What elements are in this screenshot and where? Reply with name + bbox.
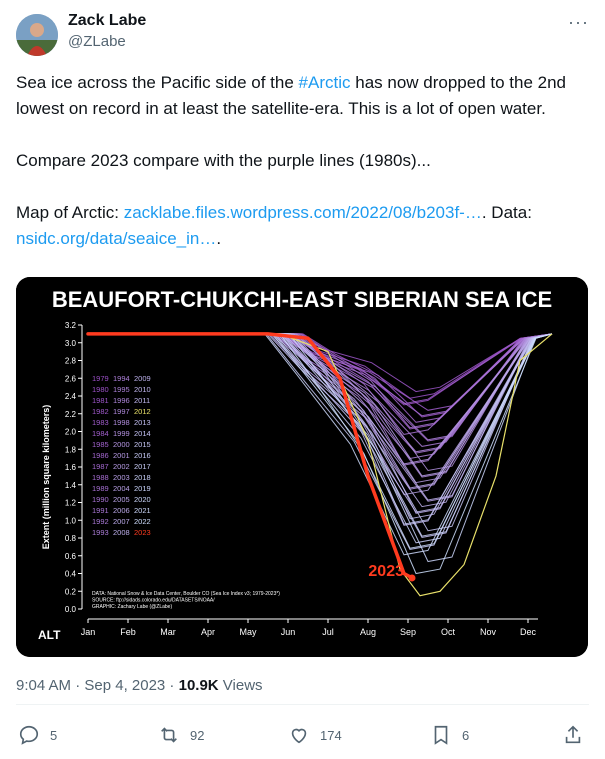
repost-icon xyxy=(158,724,180,746)
legend-entry-1985: 1985 xyxy=(92,440,109,449)
legend-entry-2009: 2009 xyxy=(134,374,151,383)
legend-entry-2006: 2006 xyxy=(113,506,130,515)
x-tick-label: May xyxy=(239,627,257,637)
legend-entry-2019: 2019 xyxy=(134,484,151,493)
source-line: GRAPHIC: Zachary Labe (@ZLabe) xyxy=(92,604,173,610)
text-line-2: Compare 2023 compare with the purple lines (1980s)... xyxy=(16,151,431,170)
y-tick-label: 2.4 xyxy=(64,392,76,401)
x-tick-label: Jan xyxy=(80,627,96,637)
y-tick-label: 3.0 xyxy=(64,338,76,348)
y-tick-label: 3.2 xyxy=(64,321,76,330)
source-line: SOURCE: ftp://sidads.colorado.edu/DATASETS/NOAA/ xyxy=(92,597,215,604)
views-label: Views xyxy=(218,677,263,694)
legend-entry-1998: 1998 xyxy=(113,418,130,427)
legend-entry-2016: 2016 xyxy=(134,451,151,460)
bookmark-icon xyxy=(430,724,452,746)
x-tick-label: Jun xyxy=(280,627,296,637)
text-part: Sea ice across the Pacific side of the xyxy=(16,73,299,92)
y-tick-label: 0.2 xyxy=(64,587,76,597)
legend-entry-2000: 2000 xyxy=(113,440,130,449)
y-tick-label: 0.8 xyxy=(64,534,76,543)
legend-entry-2010: 2010 xyxy=(134,385,151,394)
legend-entry-1983: 1983 xyxy=(92,418,109,427)
y-tick-label: 0.0 xyxy=(64,605,76,614)
y-tick-label: 0.6 xyxy=(64,551,76,561)
y-tick-label: 1.8 xyxy=(64,445,76,455)
legend-entry-2021: 2021 xyxy=(134,506,151,515)
share-icon xyxy=(562,724,584,746)
highlight-label-2023: 2023 xyxy=(368,562,404,580)
legend-entry-1991: 1991 xyxy=(92,506,109,515)
y-tick-label: 1.4 xyxy=(64,480,76,490)
legend-entry-1987: 1987 xyxy=(92,462,109,471)
legend-entry-2003: 2003 xyxy=(113,473,130,482)
like-button[interactable] xyxy=(288,724,342,746)
tweet-text xyxy=(16,70,576,252)
legend-entry-2015: 2015 xyxy=(134,440,151,449)
y-tick-label: 1.0 xyxy=(64,516,76,526)
x-tick-label: Jul xyxy=(322,627,334,637)
x-tick-label: Oct xyxy=(440,627,456,637)
x-tick-label: Nov xyxy=(479,627,497,637)
legend-entry-1979: 1979 xyxy=(92,374,109,383)
legend-entry-1996: 1996 xyxy=(113,396,130,405)
x-tick-label: Mar xyxy=(160,627,176,637)
tweet-image[interactable] xyxy=(16,277,588,657)
repost-count: 92 xyxy=(190,727,205,743)
author-handle[interactable]: @ZLabe xyxy=(68,33,126,50)
divider xyxy=(16,704,589,705)
legend-entry-1984: 1984 xyxy=(92,429,109,438)
legend-entry-2020: 2020 xyxy=(134,495,151,504)
legend-entry-2013: 2013 xyxy=(134,418,151,427)
legend-entry-1995: 1995 xyxy=(113,385,130,394)
views-count: 10.9K xyxy=(178,677,219,694)
y-axis-label: Extent (million square kilometers) xyxy=(41,404,51,550)
legend-entry-1999: 1999 xyxy=(113,429,130,438)
legend-entry-2004: 2004 xyxy=(113,484,130,493)
legend-entry-2018: 2018 xyxy=(134,473,151,482)
legend-entry-1990: 1990 xyxy=(92,495,109,504)
legend-entry-1993: 1993 xyxy=(92,528,109,537)
x-tick-label: Feb xyxy=(120,627,136,637)
repost-button[interactable] xyxy=(158,724,204,746)
x-tick-label: Aug xyxy=(359,627,377,637)
avatar[interactable] xyxy=(16,14,58,56)
chart-title: BEAUFORT-CHUKCHI-EAST SIBERIAN SEA ICE xyxy=(51,287,553,312)
legend-entry-2023: 2023 xyxy=(134,528,151,537)
timestamp[interactable]: 9:04 AM · Sep 4, 2023 · xyxy=(16,677,179,694)
more-options-icon[interactable]: ··· xyxy=(568,12,589,32)
legend-entry-1986: 1986 xyxy=(92,451,109,460)
like-count: 174 xyxy=(320,727,342,743)
reply-icon xyxy=(18,724,40,746)
legend-entry-1994: 1994 xyxy=(113,374,130,383)
hashtag-link[interactable]: #Arctic xyxy=(298,73,351,92)
x-tick-label: Dec xyxy=(519,627,537,637)
reply-button[interactable] xyxy=(18,724,57,746)
legend-entry-2012: 2012 xyxy=(134,407,151,416)
y-tick-label: 1.2 xyxy=(64,498,76,508)
legend-entry-1982: 1982 xyxy=(92,407,109,416)
y-tick-label: 1.6 xyxy=(64,463,76,472)
legend-entry-2007: 2007 xyxy=(113,517,130,526)
y-tick-label: 2.8 xyxy=(64,356,76,366)
data-label: . Data: xyxy=(481,203,532,222)
legend-entry-2005: 2005 xyxy=(113,495,130,504)
x-tick-label: Sep xyxy=(399,627,417,637)
legend-entry-2022: 2022 xyxy=(134,517,151,526)
sea-ice-chart xyxy=(16,277,588,657)
alt-badge[interactable]: ALT xyxy=(38,628,61,642)
legend-entry-2001: 2001 xyxy=(113,451,130,460)
text-part: has now dropped to the 2nd lowest on record in at least the satellite-era. This is a lot of open water. xyxy=(16,73,567,118)
action-bar xyxy=(16,724,589,748)
map-link[interactable]: zacklabe.files.wordpress.com/2022/08/b203f-… xyxy=(123,203,482,222)
y-tick-label: 2.6 xyxy=(64,374,76,384)
y-tick-label: 0.4 xyxy=(64,569,76,579)
share-button[interactable] xyxy=(562,724,584,746)
bookmark-count: 6 xyxy=(462,727,470,743)
source-line: DATA: National Snow & Ice Data Center, Boulder CO (Sea Ice Index v3; 1979-2023*) xyxy=(92,591,280,597)
legend-entry-1988: 1988 xyxy=(92,473,109,482)
tweet-meta xyxy=(16,677,263,694)
x-tick-label: Apr xyxy=(200,627,216,637)
data-link[interactable]: nsidc.org/data/seaice_in… xyxy=(16,229,217,248)
heart-icon xyxy=(288,724,310,746)
legend-entry-2014: 2014 xyxy=(134,429,151,438)
legend-entry-1989: 1989 xyxy=(92,484,109,493)
y-tick-label: 2.0 xyxy=(64,427,76,437)
author-name[interactable]: Zack Labe xyxy=(68,12,147,29)
legend-entry-1980: 1980 xyxy=(92,385,109,394)
text-end: . xyxy=(216,229,222,248)
legend-entry-1992: 1992 xyxy=(92,517,109,526)
legend-entry-2011: 2011 xyxy=(134,396,151,405)
legend-entry-2017: 2017 xyxy=(134,462,151,471)
series-2023-endpoint xyxy=(409,574,416,581)
bookmark-button[interactable] xyxy=(430,724,469,746)
reply-count: 5 xyxy=(50,727,58,743)
legend-entry-2002: 2002 xyxy=(113,462,130,471)
avatar-image xyxy=(16,14,58,56)
legend-entry-2008: 2008 xyxy=(113,528,130,537)
y-tick-label: 2.2 xyxy=(64,409,76,419)
map-label: Map of Arctic: xyxy=(16,203,124,222)
legend-entry-1981: 1981 xyxy=(92,396,109,405)
legend-entry-1997: 1997 xyxy=(113,407,130,416)
